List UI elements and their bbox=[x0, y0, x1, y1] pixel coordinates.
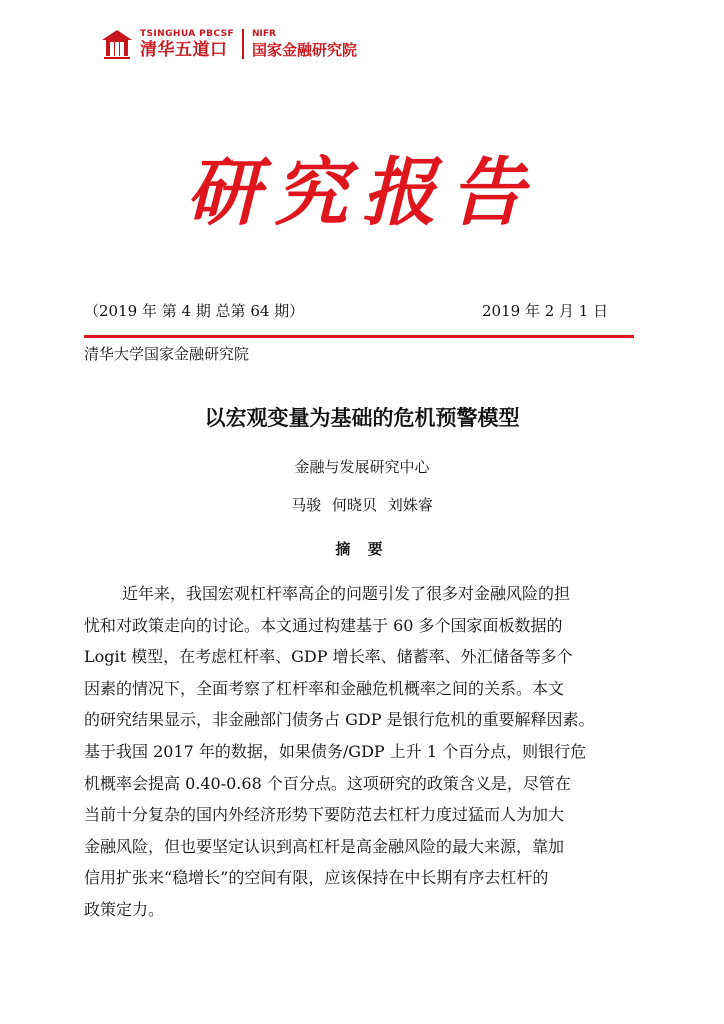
abstract-line: 机概率会提高 0.40-0.68 个百分点。这项研究的政策含义是，尽管在 bbox=[84, 773, 571, 793]
abstract-line: 因素的情况下，全面考察了杠杆率和金融危机概率之间的关系。本文 bbox=[84, 678, 565, 698]
report-title: 研究报告 bbox=[186, 150, 538, 236]
red-divider bbox=[84, 335, 634, 338]
logo-right-text bbox=[252, 29, 357, 60]
abstract-line: 金融风险，但也要坚定认识到高杠杆是高金融风险的最大来源，靠加 bbox=[84, 836, 565, 856]
pbcsf-building-icon bbox=[100, 28, 134, 60]
abstract-line: 的研究结果显示，非金融部门债务占 GDP 是银行危机的重要解释因素。 bbox=[84, 710, 595, 730]
institute-name: 清华大学国家金融研究院 bbox=[84, 345, 250, 363]
abstract-line: 基于我国 2017 年的数据，如果债务/GDP 上升 1 个百分点，则银行危 bbox=[84, 741, 587, 761]
abstract-line: 当前十分复杂的国内外经济形势下要防范去杠杆力度过猛而人为加大 bbox=[84, 805, 565, 825]
header-logo bbox=[100, 26, 357, 62]
logo-left-cn: 清华五道口 bbox=[140, 39, 228, 60]
abstract-line: Logit 模型，在考虑杠杆率、GDP 增长率、储蓄率、外汇储备等多个 bbox=[84, 647, 573, 667]
abstract-body bbox=[84, 578, 640, 926]
abstract-line: 信用扩张来“稳增长”的空间有限，应该保持在中长期有序去杠杆的 bbox=[84, 868, 549, 888]
abstract-heading: 摘 要 bbox=[335, 540, 389, 558]
logo-right-en: NIFR bbox=[252, 28, 276, 39]
authors: 马骏 何晓贝 刘姝睿 bbox=[291, 496, 433, 514]
abstract-line: 忧和对政策走向的讨论。本文通过构建基于 60 多个国家面板数据的 bbox=[84, 615, 563, 635]
logo-left-en: TSINGHUA PBCSF bbox=[140, 28, 235, 39]
logo-left-text bbox=[140, 29, 234, 60]
logo-right-cn: 国家金融研究院 bbox=[252, 40, 358, 59]
department: 金融与发展研究中心 bbox=[294, 458, 430, 476]
abstract-line: 近年来，我国宏观杠杆率高企的问题引发了很多对金融风险的担 bbox=[122, 584, 571, 603]
issue-number: （2019 年 第 4 期 总第 64 期） bbox=[84, 302, 305, 320]
paper-title: 以宏观变量为基础的危机预警模型 bbox=[204, 406, 520, 430]
abstract-line: 政策定力。 bbox=[84, 899, 165, 919]
issue-date: 2019 年 2 月 1 日 bbox=[482, 302, 609, 320]
logo-divider bbox=[242, 29, 244, 59]
